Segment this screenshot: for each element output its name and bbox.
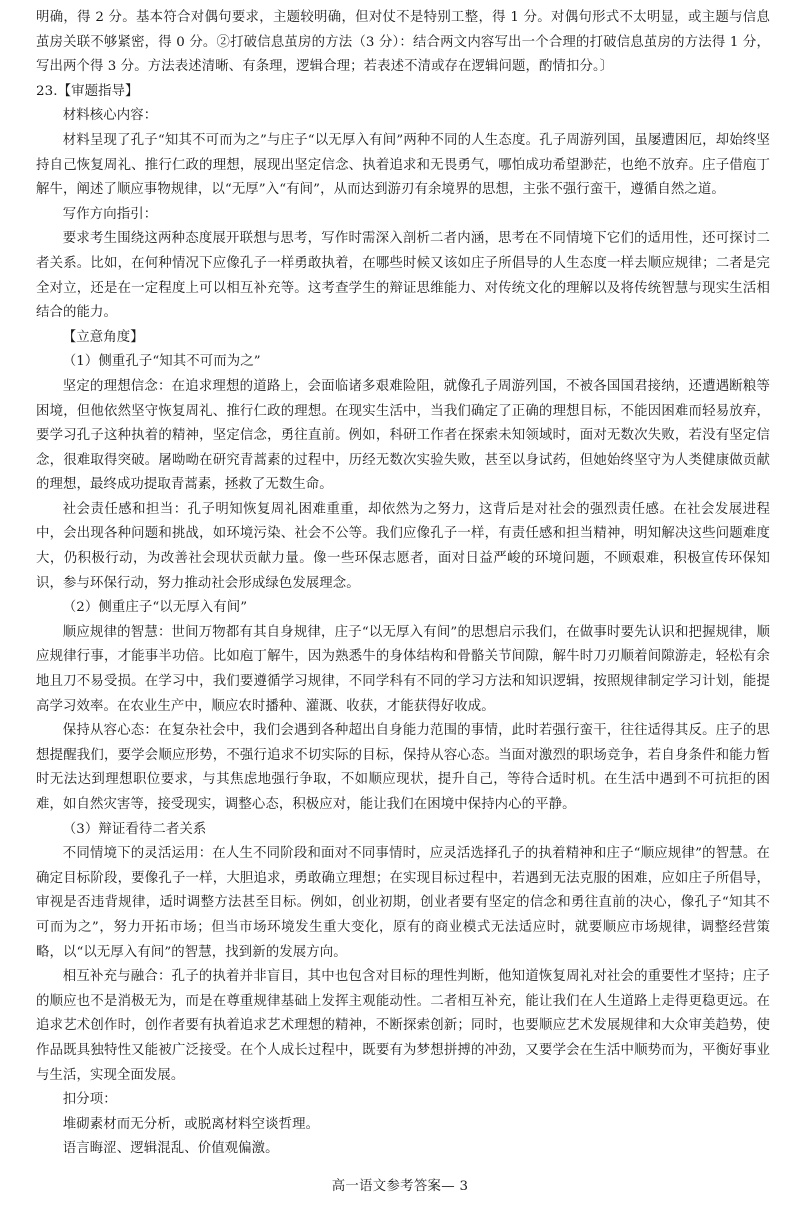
writing-direction-body: 要求考生围绕这两种态度展开联想与思考，写作时需深入剖析二者内涵，思考在不同情境下它们的适用性，还可探讨二者关系。比如，在何种情况下应像孔子一样勇敢执着，在哪些时候又该如庄子所倡导的人生态度一样去顺应规律；二者是完全对立，还是在一定程度上可以相互补充等。这考查学生的辩证思维能力、对传统文化的理解以及将传统智慧与现实生活相结合的能力。 — [36, 231, 770, 321]
angle-1-para-1: 坚定的理想信念：在追求理想的道路上，会面临诸多艰难险阻，就像孔子周游列国，不被各国国君接纳，还遭遇断粮等困境，但他依然坚守恢复周礼、推行仁政的理想。在现实生活中，当我们确定了正确的理想目标，不能因困难而轻易放弃，要学习孔子这种执着的精神，坚定信念，勇往直前。例如，科研工作者在探索未知领域时，面对无数次失败，若没有坚定信念，很难取得突破。屠呦呦在研究青蒿素的过程中，历经无数次实验失败，甚至以身试药，但她始终坚守为人类健康做贡献的理想，最终成功提取青蒿素，拯救了无数生命。 — [36, 378, 770, 493]
writing-direction-heading: 写作方向指引： — [62, 206, 158, 222]
document-body — [36, 6, 770, 1162]
angle-3-para-2: 相互补充与融合：孔子的执着并非盲目，其中也包含对目标的理性判断，他知道恢复周礼对社会的重要性才坚持；庄子的顺应也不是消极无为，而是在尊重规律基础上发挥主观能动性。二者相互补充，能让我们在人生道路上走得更稳更远。在追求艺术创作时，创作者要有执着追求艺术理想的精神，不断探索创新；同时，也要顺应艺术发展规律和大众审美趋势，使作品既具独特性又能被广泛接受。在个人成长过程中，既要有为梦想拼搏的冲劲，又要学会在生活中顺势而为，平衡好事业与生活，实现全面发展。 — [36, 969, 770, 1083]
scoring-continuation: 明确，得 2 分。基本符合对偶句要求，主题较明确，但对仗不是特别工整，得 1 分。对偶句形式不太明显，或主题与信息茧房关联不够紧密，得 0 分。②打破信息茧房的方法（3 分）：结合两文内容写出一个合理的打破信息茧房的方法得 1 分，写出两个得 3 分。方法表述清晰、有条理，逻辑合理；若表述不清或存在逻辑问题，酌情扣分。〕 — [36, 10, 770, 75]
angle-3-para-1: 不同情境下的灵活运用：在人生不同阶段和面对不同事情时，应灵活选择孔子的执着精神和庄子“顺应规律”的智慧。在确定目标阶段，要像孔子一样，大胆追求，勇敢确立理想；在实现目标过程中，若遇到无法克服的困难，应如庄子所倡导，审视是否违背规律，适时调整方法甚至目标。例如，创业初期，创业者要有坚定的信念和勇往直前的决心，像孔子“知其不可而为之”，努力开拓市场；但当市场环境发生重大变化，原有的商业模式无法适应时，就要顺应市场规律，调整经营策略，以“以无厚入有间”的智慧，找到新的发展方向。 — [36, 846, 770, 960]
angle-1-heading: （1）侧重孔子“知其不可而为之” — [62, 354, 261, 370]
material-core-heading: 材料核心内容： — [62, 108, 158, 124]
angle-1-para-2: 社会责任感和担当：孔子明知恢复周礼困难重重，却依然为之努力，这背后是对社会的强烈责任感。在社会发展进程中，会出现各种问题和挑战，如环境污染、社会不公等。我们应像孔子一样，有责任感和担当精神，明知解决这些问题难度大，仍积极行动，为改善社会现状贡献力量。像一些环保志愿者，面对日益严峻的环境问题，不顾艰难，积极宣传环保知识，参与环保行动，努力推动社会形成绿色发展理念。 — [36, 501, 770, 591]
angle-2-heading: （2）侧重庄子“以无厚入有间” — [62, 600, 248, 616]
deduction-item-2: 语言晦涩、逻辑混乱、价值观偏激。 — [62, 1141, 279, 1157]
angle-2-para-1: 顺应规律的智慧：世间万物都有其自身规律，庄子“以无厚入有间”的思想启示我们，在做事时要先认识和把握规律，顺应规律行事，才能事半功倍。比如庖丁解牛，因为熟悉牛的身体结构和骨骼关节间隙，解牛时刀刃顺着间隙游走，轻松有余地且刀不易受损。在学习中，我们要遵循学习规律，不同学科有不同的学习方法和知识逻辑，按照规律制定学习计划，能提高学习效率。在农业生产中，顺应农时播种、灌溉、收获，才能获得好收成。 — [36, 624, 770, 714]
material-core-body: 材料呈现了孔子“知其不可而为之”与庄子“以无厚入有间”两种不同的人生态度。孔子周游列国，虽屡遭困厄，却始终坚持自己恢复周礼、推行仁政的理想，展现出坚定信念、执着追求和无畏勇气，哪怕成功希望渺茫，也绝不放弃。庄子借庖丁解牛，阐述了顺应事物规律，以“无厚”入“有间”，从而达到游刃有余境界的思想，主张不强行蛮干，遵循自然之道。 — [36, 132, 770, 198]
question-23-header: 23.【审题指导】 — [36, 83, 139, 99]
angle-3-heading: （3）辩证看待二者关系 — [62, 821, 207, 837]
page-footer: 高一语文参考答案— 3 — [331, 1179, 469, 1194]
deduction-heading: 扣分项： — [62, 1092, 117, 1108]
angle-2-para-2: 保持从容心态：在复杂社会中，我们会遇到各种超出自身能力范围的事情，此时若强行蛮干，往往适得其反。庄子的思想提醒我们，要学会顺应形势，不强行追求不切实际的目标，保持从容心态。当面对激烈的职场竞争，若自身条件和能力暂时无法达到理想职位要求，与其焦虑地强行争取，不如顺应现状，提升自己，等待合适时机。在生活中遇到不可抗拒的困难，如自然灾害等，接受现实，调整心态，积极应对，能让我们在困境中保持内心的平静。 — [36, 723, 770, 812]
deduction-item-1: 堆砌素材而无分析，或脱离材料空谈哲理。 — [62, 1116, 320, 1132]
angle-heading: 【立意角度】 — [62, 329, 144, 345]
